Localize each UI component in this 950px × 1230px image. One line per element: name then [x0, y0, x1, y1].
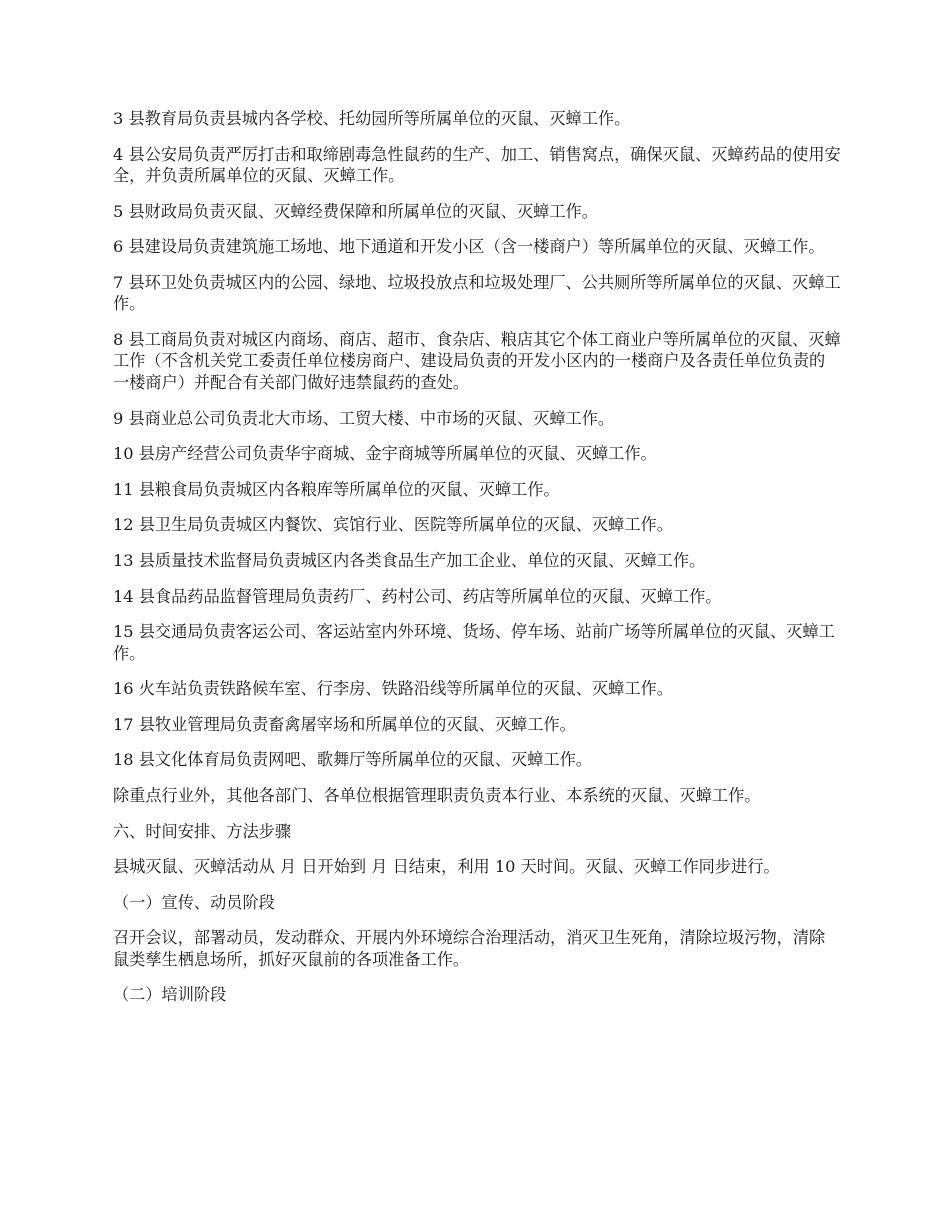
- paragraph-schedule: 县城灭鼠、灭蟑活动从 月 日开始到 月 日结束，利用 10 天时间。灭鼠、灭蟑工作同步进行。: [113, 857, 780, 877]
- section-heading-schedule: 六、时间安排、方法步骤: [113, 821, 292, 841]
- paragraph-sanitation-office: 7 县环卫处负责城区内的公园、绿地、垃圾投放点和垃圾处理厂、公共厕所等所属单位的灭鼠、灭蟑工作。: [113, 272, 841, 314]
- subheading-training-stage: （二）培训阶段: [113, 985, 227, 1005]
- paragraph-railway-station: 16 火车站负责铁路候车室、行李房、铁路沿线等所属单位的灭鼠、灭蟑工作。: [113, 679, 673, 699]
- paragraph-food-drug-bureau: 14 县食品药品监督管理局负责药厂、药村公司、药店等所属单位的灭鼠、灭蟑工作。: [113, 586, 722, 606]
- paragraph-transport-bureau: 15 县交通局负责客运公司、客运站室内外环境、货场、停车场、站前广场等所属单位的灭鼠、灭蟑工作。: [113, 622, 835, 663]
- paragraph-health-bureau: 12 县卫生局负责城区内餐饮、宾馆行业、医院等所属单位的灭鼠、灭蟑工作。: [113, 515, 673, 535]
- paragraph-finance-bureau: 5 县财政局负责灭鼠、灭蟑经费保障和所属单位的灭鼠、灭蟑工作。: [113, 201, 598, 221]
- paragraph-animal-husbandry-bureau: 17 县牧业管理局负责畜禽屠宰场和所属单位的灭鼠、灭蟑工作。: [113, 714, 576, 734]
- paragraph-culture-sports-bureau: 18 县文化体育局负责网吧、歌舞厅等所属单位的灭鼠、灭蟑工作。: [113, 750, 592, 770]
- paragraph-industry-commerce-bureau: 8 县工商局负责对城区内商场、商店、超市、食杂店、粮店其它个体工商业户等所属单位的灭鼠、灭蟑工作（不含机关党工委责任单位楼房商户、建设局负责的开发小区内的一楼商户及各责任单位负责的一楼商户）并配合有关部门做好违禁鼠药的查处。: [113, 329, 841, 392]
- paragraph-quality-supervision-bureau: 13 县质量技术监督局负责城区内各类食品生产加工企业、单位的灭鼠、灭蟑工作。: [113, 550, 706, 570]
- paragraph-education-bureau: 3 县教育局负责县城内各学校、托幼园所等所属单位的灭鼠、灭蟑工作。: [113, 109, 631, 128]
- paragraph-other-departments: 除重点行业外，其他各部门、各单位根据管理职责负责本行业、本系统的灭鼠、灭蟑工作。: [113, 786, 761, 805]
- subheading-publicity-stage: （一）宣传、动员阶段: [113, 892, 275, 912]
- paragraph-publicity-stage: 召开会议，部署动员，发动群众、开展内外环境综合治理活动，消灭卫生死角，清除垃圾污物，清除鼠类孳生栖息场所，抓好灭鼠前的各项准备工作。: [113, 928, 826, 969]
- paragraph-commerce-company: 9 县商业总公司负责北大市场、工贸大楼、中市场的灭鼠、灭蟑工作。: [113, 408, 615, 428]
- paragraph-construction-bureau: 6 县建设局负责建筑施工场地、地下通道和开发小区（含一楼商户）等所属单位的灭鼠、灭蟑工作。: [113, 237, 825, 257]
- paragraph-real-estate-company: 10 县房产经营公司负责华宇商城、金宇商城等所属单位的灭鼠、灭蟑工作。: [113, 444, 657, 464]
- paragraph-public-security-bureau: 4 县公安局负责严厉打击和取缔剧毒急性鼠药的生产、加工、销售窝点，确保灭鼠、灭蟑药品的使用安全，并负责所属单位的灭鼠、灭蟑工作。: [113, 144, 841, 186]
- paragraph-grain-bureau: 11 县粮食局负责城区内各粮库等所属单位的灭鼠、灭蟑工作。: [113, 479, 560, 499]
- document-body: [113, 108, 841, 1020]
